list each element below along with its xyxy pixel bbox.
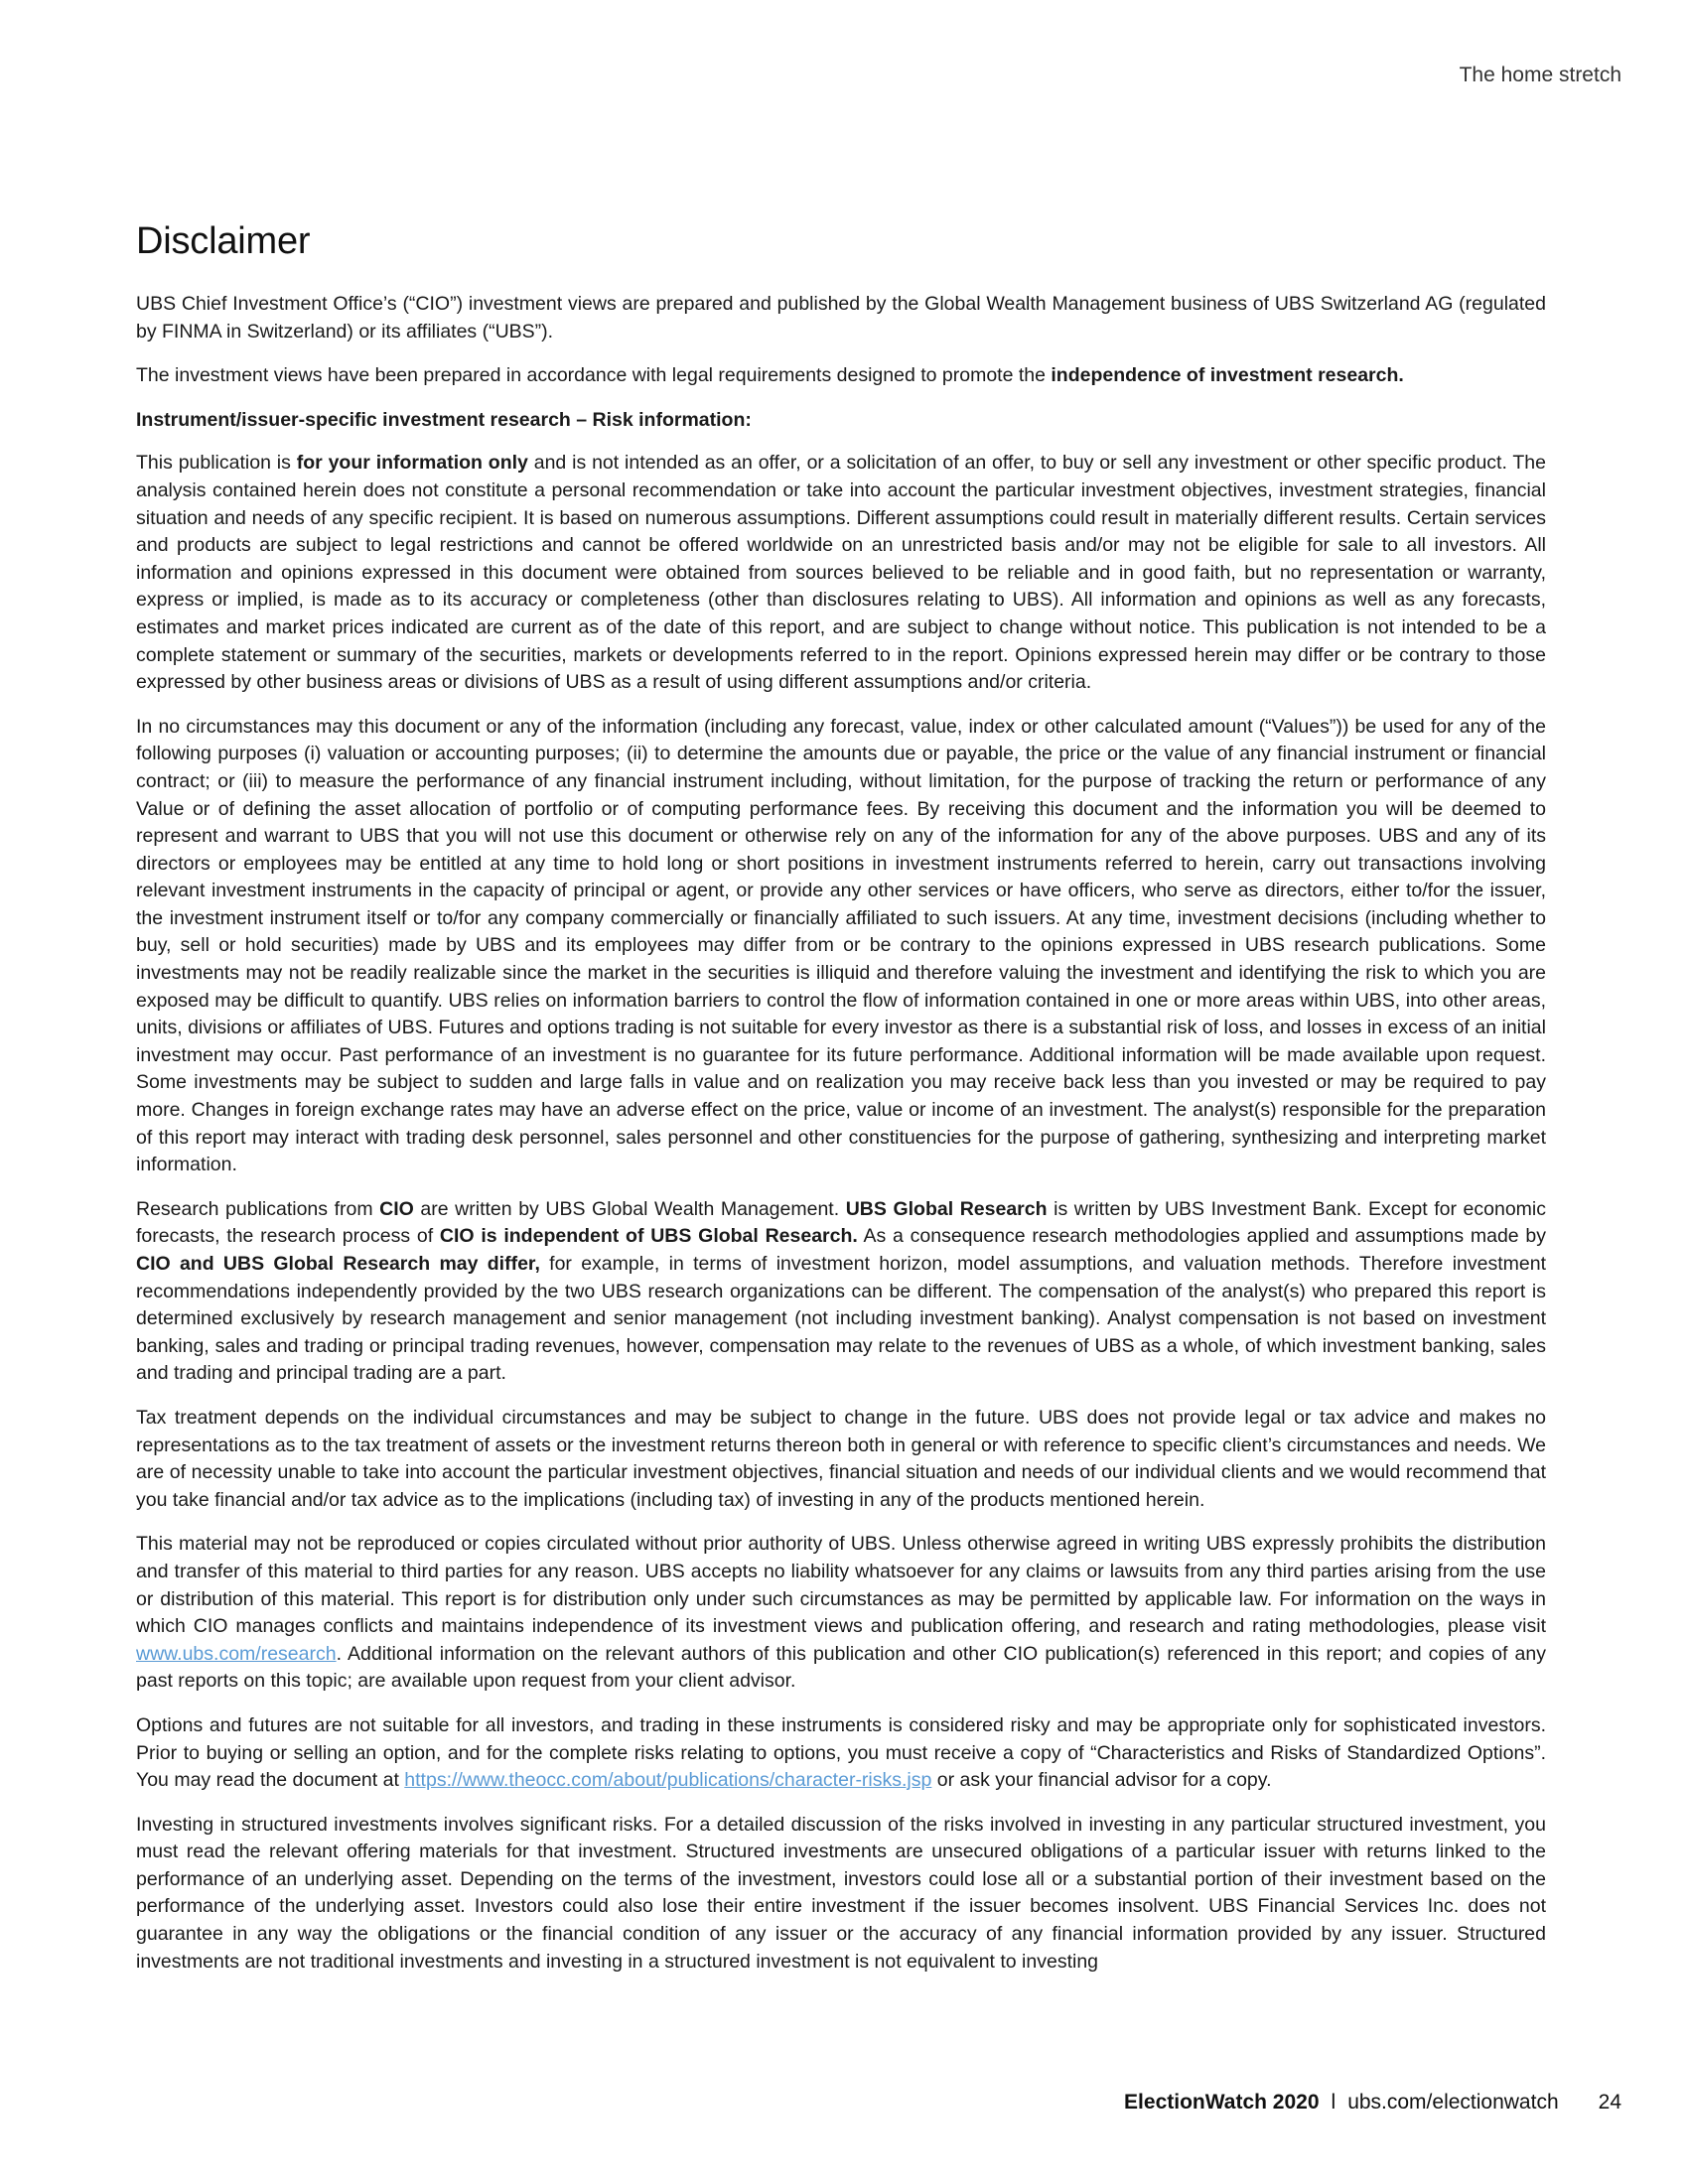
paragraph-structured-investments: Investing in structured investments involves significant risks. For a detailed discussion of the risks involved in investing in any particular structured investment, you must read the relevant offering materials for that investment. Structured investments are unsecured obligations of a particular issuer with returns linked to the performance of an underlying asset. Depending on the terms of the investment, investors could lose all or a substantial portion of their investment based on the performance of the underlying asset. Investors could also lose their entire investment if the issuer becomes insolvent. UBS Financial Services Inc. does not guarantee in any way the obligations or the financial condition of any issuer or the accuracy of any financial information provided by any issuer. Structured investments are not traditional investments and investing in a structured investment is not equivalent to investing <box>136 1813 1546 1973</box>
running-header: The home stretch <box>1459 64 1621 86</box>
occ-risks-link[interactable]: https://www.theocc.com/about/publications/character-risks.jsp <box>404 1769 932 1792</box>
paragraph-values-usage: In no circumstances may this document or any of the information (including any forecast, value, index or other calculated amount (“Values”)) be used for any of the following purposes (i) valuation or accounting purposes; (ii) to determine the amounts due or payable, the price or the value of any financial instrument or financial contract; or (iii) to measure the performance of any financial instrument including, without limitation, for the purpose of tracking the return or performance of any Value or of defining the asset allocation of portfolio or of computing performance fees. By receiving this document and the information you will be deemed to represent and warrant to UBS that you will not use this document or otherwise rely on any of the information for any of the above purposes. UBS and any of its directors or employees may be entitled at any time to hold long or short positions in investment instruments referred to herein, carry out transactions involving relevant investment instruments in the capacity of principal or agent, or provide any other services or have officers, who serve as directors, either to/for the issuer, the investment instrument itself or to/for any company commercially or financially affiliated to such issuers. At any time, investment decisions (including whether to buy, sell or hold securities) made by UBS and its employees may differ from or be contrary to the opinions expressed in UBS research publications. Some investments may not be readily realizable since the market in the securities is illiquid and therefore valuing the investment and identifying the risk to which you are exposed may be difficult to quantify. UBS relies on information barriers to control the flow of information contained in one or more areas within UBS, into other areas, units, divisions or affiliates of UBS. Futures and options trading is not suitable for every investor as there is a substantial risk of loss, and losses in excess of an initial investment may occur. Past performance of an investment is no guarantee for its future performance. Additional information will be made available upon request. Some investments may be subject to sudden and large falls in value and on realization you may receive back less than you invested or may be required to pay more. Changes in foreign exchange rates may have an adverse effect on the price, value or income of an investment. The analyst(s) responsible for the preparation of this report may interact with trading desk personnel, sales personnel and other constituencies for the purpose of gathering, synthesizing and interpreting market information. <box>136 715 1546 1176</box>
footer-brand: ElectionWatch 2020 <box>1124 2091 1320 2114</box>
footer-separator: l <box>1331 2091 1336 2114</box>
ubs-research-link[interactable]: www.ubs.com/research <box>136 1642 337 1665</box>
section-subhead: Instrument/issuer-specific investment research – Risk information: <box>136 408 752 431</box>
page-footer <box>1124 2091 1621 2115</box>
paragraph-options-futures: Options and futures are not suitable for all investors, and trading in these instruments is considered risky and may be appropriate only for sophisticated investors. Prior to buying or selling an option, and for the complete risks relating to options, you must receive a copy of “Characteristics and Risks of Standardized Options”. You may read the document at https://www.theocc.com/about/publications/character-risks.jsp or ask your financial advisor for a copy. <box>136 1713 1546 1792</box>
paragraph-tax-treatment: Tax treatment depends on the individual circumstances and may be subject to change in the future. UBS does not provide legal or tax advice and makes no representations as to the tax treatment of assets or the investment returns thereon both in general or with reference to specific client’s circumstances and needs. We are of necessity unable to take into account the particular investment objectives, financial situation and needs of our individual clients and we would recommend that you take financial and/or tax advice as to the implications (including tax) of investing in any of the products mentioned herein. <box>136 1406 1546 1511</box>
paragraph-reproduction: This material may not be reproduced or copies circulated without prior authority of UBS. Unless otherwise agreed in writing UBS expressly prohibits the distribution and transfer of this material to third parties for any reason. UBS accepts no liability whatsoever for any claims or lawsuits from any third parties arising from the use or distribution of this material. This report is for distribution only under such circumstances as may be permitted by applicable law. For information on the ways in which CIO manages conflicts and maintains independence of its investment views and publication offering, and research and rating methodologies, please visit www.ubs.com/research. Additional information on the relevant authors of this publication and other CIO publication(s) referenced in this report; and copies of any past reports on this topic; are available upon request from your client advisor. <box>136 1533 1546 1693</box>
page-number: 24 <box>1598 2091 1621 2114</box>
page-title: Disclaimer <box>136 220 311 262</box>
paragraph-independence: The investment views have been prepared in accordance with legal requirements designed to promote the independence of investment research. <box>136 364 1404 387</box>
footer-url: ubs.com/electionwatch <box>1347 2091 1559 2114</box>
paragraph-research-publications: Research publications from CIO are written by UBS Global Wealth Management. UBS Global Research is written by UBS Investment Bank. Except for economic forecasts, the research process of CIO is independent of UBS Global Research. As a consequence research methodologies applied and assumptions made by CIO and UBS Global Research may differ, for example, in terms of investment horizon, model assumptions, and valuation methods. Therefore investment recommendations independently provided by the two UBS research organizations can be different. The compensation of the analyst(s) who prepared this report is determined exclusively by research management and senior management (not including investment banking). Analyst compensation is not based on investment banking, sales and trading or principal trading revenues, however, compensation may relate to the revenues of UBS as a whole, of which investment banking, sales and trading and principal trading are a part. <box>136 1197 1546 1385</box>
document-body <box>136 220 1546 1992</box>
paragraph-cio-intro: UBS Chief Investment Office’s (“CIO”) investment views are prepared and published by the Global Wealth Management business of UBS Switzerland AG (regulated by FINMA in Switzerland) or its affiliates (“UBS”). <box>136 293 1546 342</box>
paragraph-information-only: This publication is for your information only and is not intended as an offer, or a solicitation of an offer, to buy or sell any investment or other specific product. The analysis contained herein does not constitute a personal recommendation or take into account the particular investment objectives, investment strategies, financial situation and needs of any specific recipient. It is based on numerous assumptions. Different assumptions could result in materially different results. Certain services and products are subject to legal restrictions and cannot be offered worldwide on an unrestricted basis and/or may not be eligible for sale to all investors. All information and opinions expressed in this document were obtained from sources believed to be reliable and in good faith, but no representation or warranty, express or implied, is made as to its accuracy or completeness (other than disclosures relating to UBS). All information and opinions as well as any forecasts, estimates and market prices indicated are current as of the date of this report, and are subject to change without notice. This publication is not intended to be a complete statement or summary of the securities, markets or developments referred to in the report. Opinions expressed herein may differ or be contrary to those expressed by other business areas or divisions of UBS as a result of using different assumptions and/or criteria. <box>136 452 1546 694</box>
